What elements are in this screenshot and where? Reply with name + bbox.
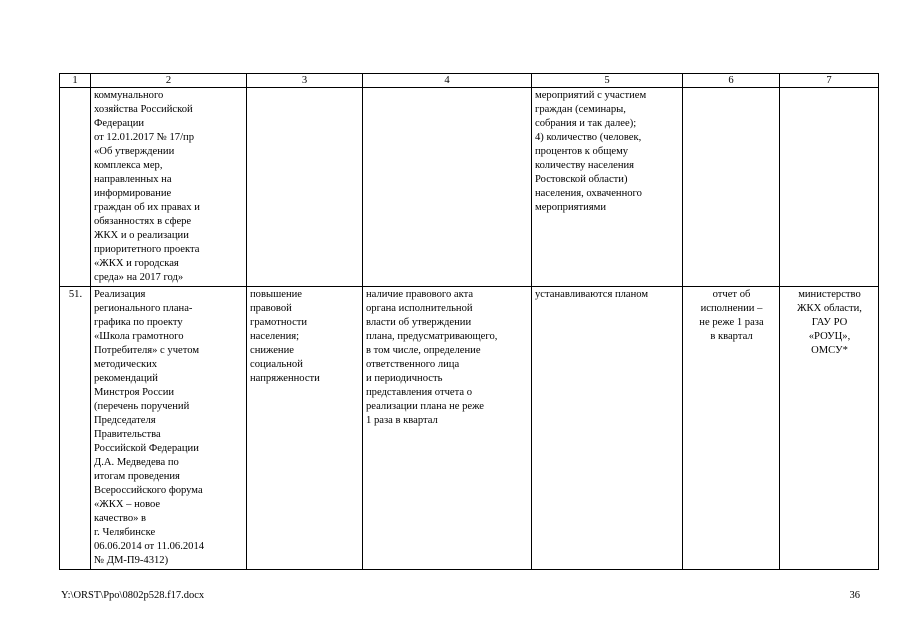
cell-text-line: исполнении – [700, 303, 763, 314]
cell-text-line: Ростовской области) [535, 174, 628, 185]
cell-text-line: ЖКХ области, [797, 303, 862, 314]
table-row-51 [60, 287, 879, 570]
indicator-cell [363, 287, 532, 570]
cell-text-line: № ДМ-П9-4312) [94, 555, 169, 566]
cell-text-line: Д.А. Медведева по [94, 457, 179, 468]
cell-text-line: мероприятиями [535, 202, 607, 213]
cell-text-line: в квартал [710, 331, 753, 342]
cell-text-line: и периодичность [366, 373, 443, 384]
cell-text-line: Председателя [94, 415, 156, 426]
cell-text-line: снижение [250, 345, 294, 356]
cell-text-line: граждан (семинары, [535, 104, 626, 115]
cell-text-line: среда» на 2017 год» [94, 272, 184, 283]
cell-text-line: граждан об их правах и [94, 202, 200, 213]
table-row-continued [60, 88, 879, 287]
cell-text-line: коммунального [94, 90, 164, 101]
cell-text-line: наличие правового акта [366, 289, 474, 300]
cell-text-line: не реже 1 раза [699, 317, 764, 328]
cell-text-line: Минстроя России [94, 387, 175, 398]
cell-text-line: представления отчета о [366, 387, 473, 398]
cell-text-line: ОМСУ* [811, 345, 848, 356]
measure-cell [91, 88, 247, 287]
cell-text-line: «Об утверждении [94, 146, 175, 157]
cell-text-line: от 12.01.2017 № 17/пр [94, 132, 195, 143]
cell-text-line: населения; [250, 331, 300, 342]
cell-text-line: «ЖКХ – новое [94, 499, 161, 510]
header-cell-6: 6 [683, 74, 780, 88]
cell-text-line: в том числе, определение [366, 345, 481, 356]
row-number-cell: 51. [60, 287, 91, 570]
indicator-cell [363, 88, 532, 287]
plan-table [59, 73, 879, 570]
target-value-cell [532, 88, 683, 287]
header-cell-7: 7 [780, 74, 879, 88]
row-number-cell [60, 88, 91, 287]
reporting-cell [683, 88, 780, 287]
cell-text-line: 1 раза в квартал [366, 415, 438, 426]
cell-text-line: ГАУ РО [811, 317, 848, 328]
header-cell-2: 2 [91, 74, 247, 88]
cell-text-line: устанавливаются планом [535, 289, 649, 300]
cell-text-line: Правительства [94, 429, 161, 440]
cell-text-line: напряженности [250, 373, 320, 384]
cell-text-line: 4) количество (человек, [535, 132, 642, 143]
target-value-cell [532, 287, 683, 570]
cell-text-line: власти об утверждении [366, 317, 472, 328]
cell-text-line: Федерации [94, 118, 145, 129]
cell-text-line: г. Челябинске [94, 527, 156, 538]
cell-text-line: процентов к общему [535, 146, 629, 157]
measure-cell [91, 287, 247, 570]
header-cell-5: 5 [532, 74, 683, 88]
cell-text-line: информирование [94, 188, 172, 199]
goal-cell [247, 287, 363, 570]
cell-text-line: итогам проведения [94, 471, 180, 482]
cell-text-line: мероприятий с участием [535, 90, 647, 101]
cell-text-line: органа исполнительной [366, 303, 473, 314]
table-header-row [60, 74, 879, 88]
cell-text-line: «РОУЦ», [808, 331, 851, 342]
cell-text-line: качество» в [94, 513, 147, 524]
cell-text-line: обязанностях в сфере [94, 216, 192, 227]
header-cell-4: 4 [363, 74, 532, 88]
cell-text-line: населения, охваченного [535, 188, 642, 199]
reporting-cell [683, 287, 780, 570]
cell-text-line: (перечень поручений [94, 401, 190, 412]
cell-text-line: хозяйства Российской [94, 104, 193, 115]
cell-text-line: повышение [250, 289, 302, 300]
cell-text-line: методических [94, 359, 158, 370]
cell-text-line: собрания и так далее); [535, 118, 637, 129]
cell-text-line: министерство [798, 289, 861, 300]
responsible-cell [780, 88, 879, 287]
cell-text-line: правовой [250, 303, 292, 314]
responsible-cell [780, 287, 879, 570]
cell-text-line: направленных на [94, 174, 172, 185]
cell-text-line: ЖКХ и о реализации [94, 230, 189, 241]
cell-text-line: реализации плана не реже [366, 401, 485, 412]
cell-text-line: комплекса мер, [94, 160, 163, 171]
cell-text-line: Всероссийского форума [94, 485, 203, 496]
cell-text-line: графика по проекту [94, 317, 183, 328]
cell-text-line: Российской Федерации [94, 443, 199, 454]
cell-text-line: отчет об [712, 289, 751, 300]
cell-text-line: приоритетного проекта [94, 244, 200, 255]
cell-text-line: «ЖКХ и городская [94, 258, 179, 269]
cell-text-line: 06.06.2014 от 11.06.2014 [94, 541, 205, 552]
cell-text-line: плана, предусматривающего, [366, 331, 498, 342]
cell-text-line: Реализация [94, 289, 146, 300]
goal-cell [247, 88, 363, 287]
cell-text-line: социальной [250, 359, 303, 370]
footer-file-path: Y:\ORST\Ppo\0802p528.f17.docx [61, 590, 205, 601]
cell-text-line: «Школа грамотного [94, 331, 184, 342]
cell-text-line: грамотности [250, 317, 308, 328]
page-number: 36 [849, 590, 860, 601]
cell-text-line: количеству населения [535, 160, 635, 171]
cell-text-line: регионального плана- [94, 303, 193, 314]
cell-text-line: Потребителя» с учетом [94, 345, 200, 356]
header-cell-1: 1 [60, 74, 91, 88]
cell-text-line: рекомендаций [94, 373, 158, 384]
header-cell-3: 3 [247, 74, 363, 88]
cell-text-line: ответственного лица [366, 359, 460, 370]
